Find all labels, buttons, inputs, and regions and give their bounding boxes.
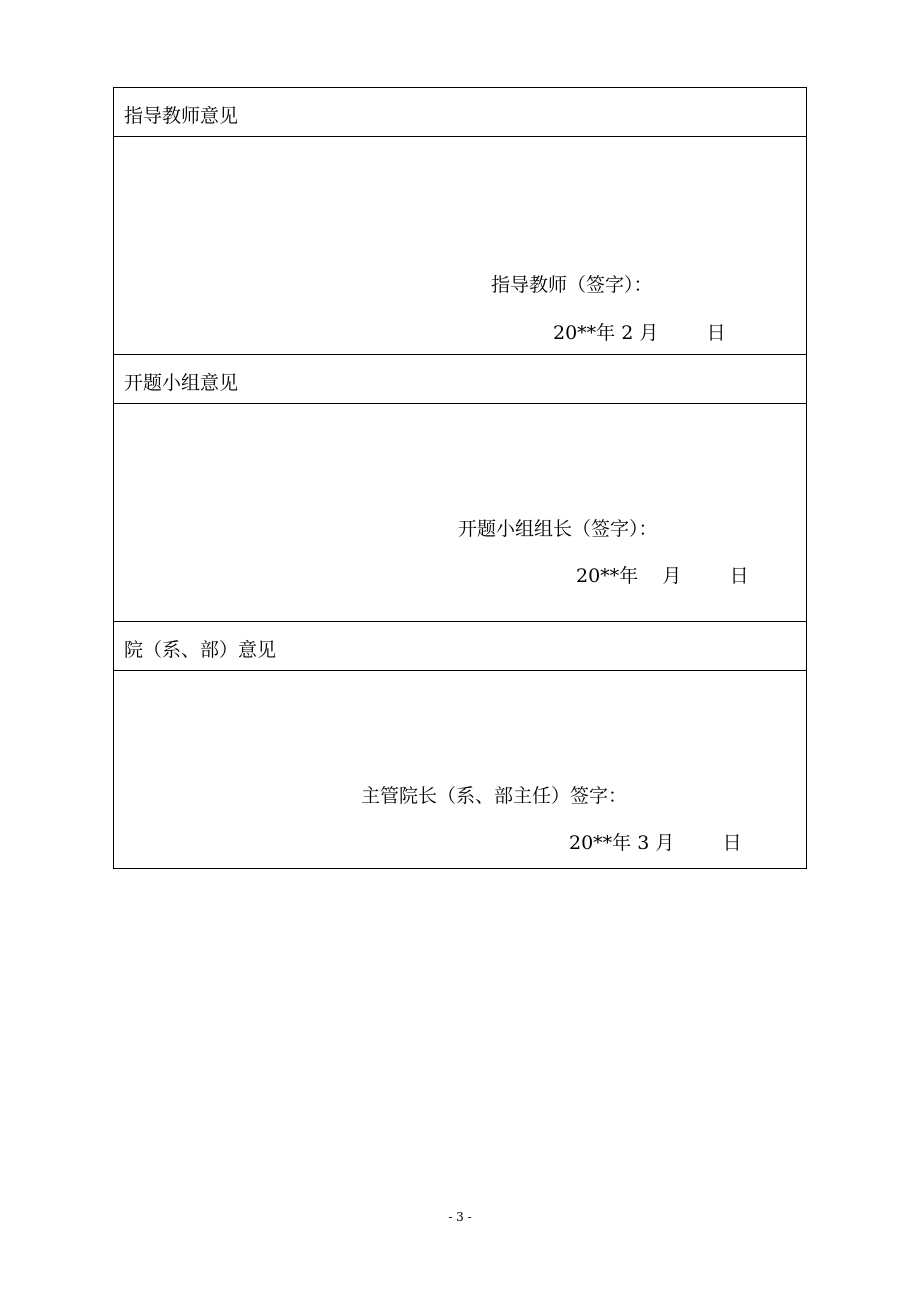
advisor-opinion-header: [114, 88, 806, 137]
department-date-line: 20**年 3 月 日: [569, 832, 742, 854]
committee-signature-label: 开题小组组长（签字）：: [458, 518, 658, 540]
department-opinion-body[interactable]: [114, 671, 806, 868]
advisor-signature-label: 指导教师（签字）：: [491, 274, 653, 296]
section-title: 开题小组意见: [124, 372, 239, 394]
section-title: 院（系、部）意见: [124, 639, 277, 661]
department-opinion-header: [114, 622, 806, 671]
committee-opinion-header: [114, 355, 806, 404]
dean-signature-label: 主管院长（系、部主任）签字：: [361, 785, 628, 807]
page-number: - 3 -: [448, 1210, 472, 1224]
opinion-form: [113, 87, 807, 869]
committee-opinion-body[interactable]: [114, 404, 806, 622]
advisor-opinion-body[interactable]: [114, 137, 806, 355]
committee-date-line: 20**年 月 日: [576, 565, 749, 587]
advisor-date-line: 20**年 2 月 日: [553, 322, 726, 344]
section-title: 指导教师意见: [124, 105, 239, 127]
